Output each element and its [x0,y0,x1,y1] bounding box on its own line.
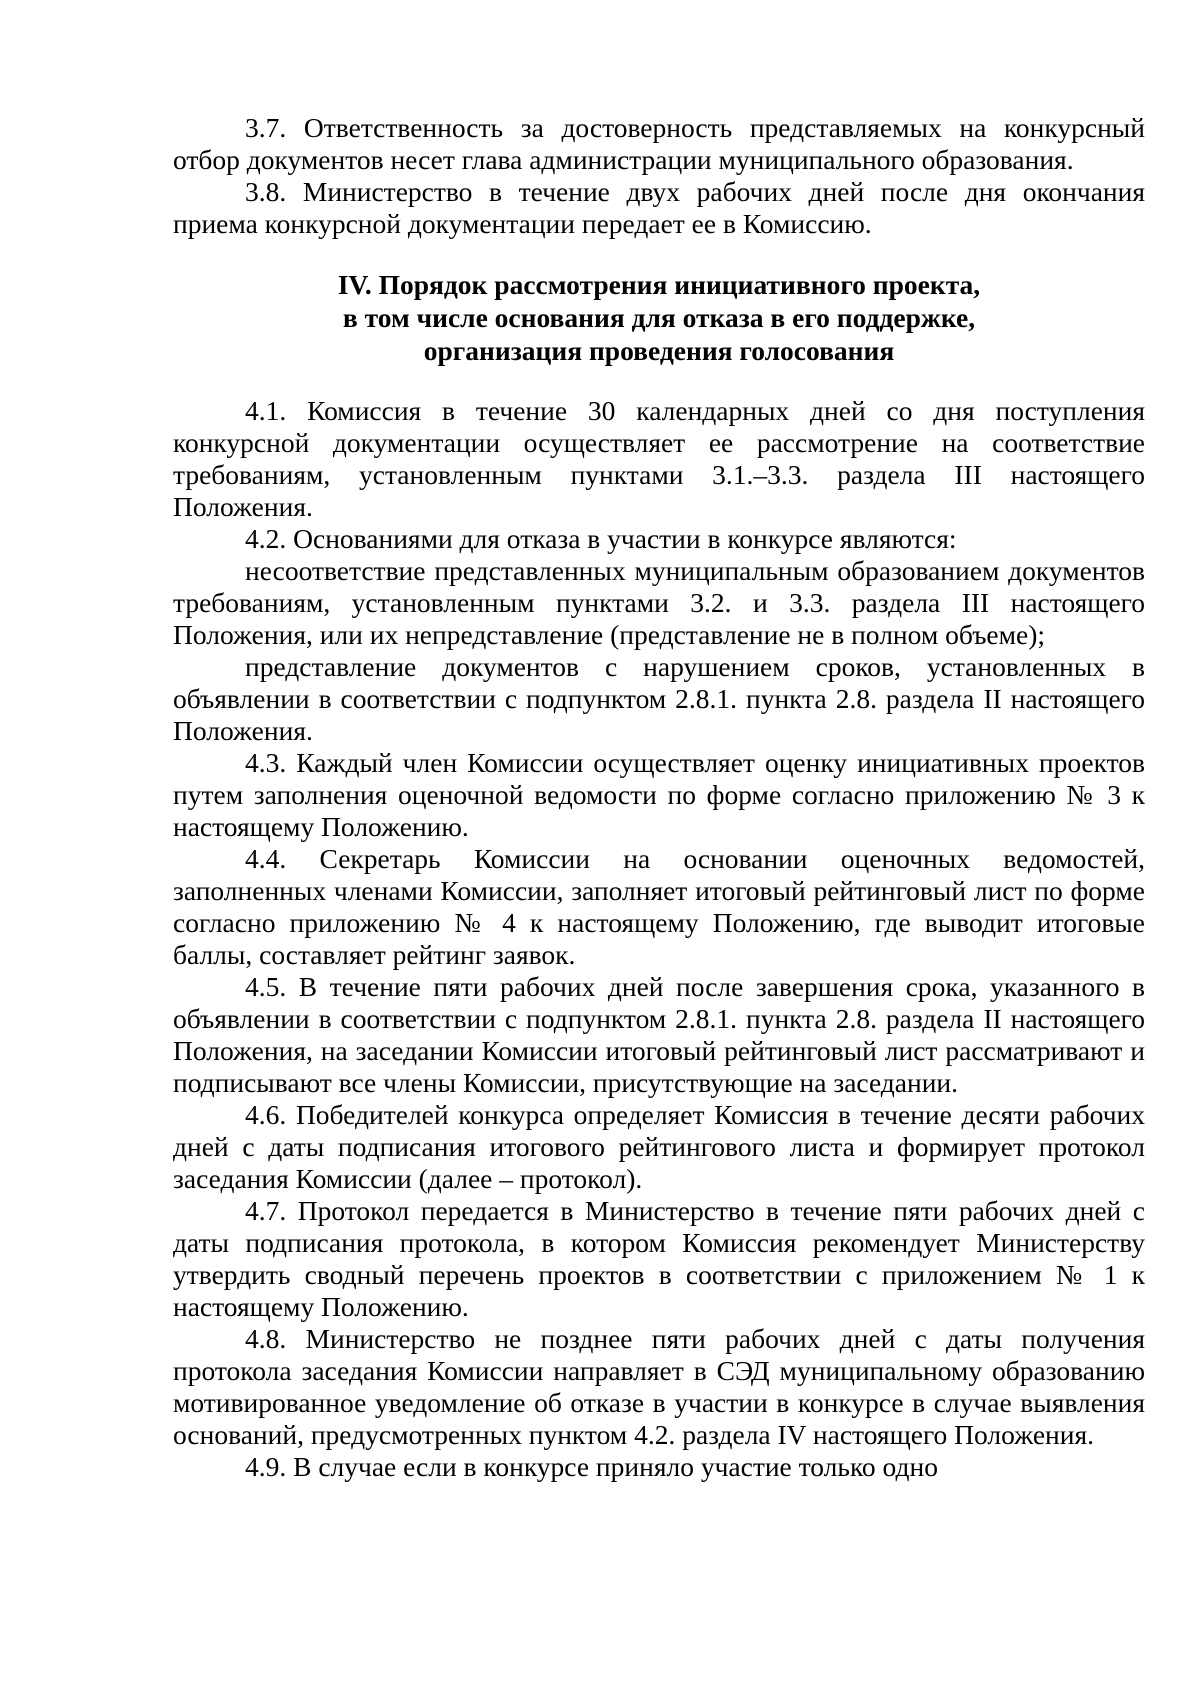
section-4-heading-line-2: в том числе основания для отказа в его поддержке, [342,302,976,333]
paragraph-4-4: 4.4. Секретарь Комиссии на основании оценочных ведомостей, заполненных членами Комиссии, заполняет итоговый рейтинговый лист по форме согласно приложению № 4 к настоящему Положению, где выводит итоговые баллы, составляет рейтинг заявок. [173,843,1145,970]
paragraph-3-8: 3.8. Министерство в течение двух рабочих дней после дня окончания приема конкурсной документации передает ее в Комиссию. [173,176,1145,239]
paragraph-4-2: 4.2. Основаниями для отказа в участии в конкурсе являются: [245,523,957,554]
section-4-heading-line-1: IV. Порядок рассмотрения инициативного проекта, [337,269,981,300]
paragraph-4-5: 4.5. В течение пяти рабочих дней после завершения срока, указанного в объявлении в соответствии с подпунктом 2.8.1. пункта 2.8. раздела II настоящего Положения, на заседании Комиссии итоговый рейтинговый лист рассматривают и подписывают все члены Комиссии, присутствующие на заседании. [173,971,1145,1098]
paragraph-4-6: 4.6. Победителей конкурса определяет Комиссия в течение десяти рабочих дней с даты подписания итогового рейтингового листа и формирует протокол заседания Комиссии (далее – протокол). [173,1099,1145,1194]
paragraph-4-2-item-1: несоответствие представленных муниципальным образованием документов требованиям, установленным пунктами 3.2. и 3.3. раздела III настоящего Положения, или их непредставление (представление не в полном объеме); [173,555,1145,650]
paragraph-4-2-item-2: представление документов с нарушением сроков, установленных в объявлении в соответствии с подпунктом 2.8.1. пункта 2.8. раздела II настоящего Положения. [173,651,1145,746]
paragraph-3-7: 3.7. Ответственность за достоверность представляемых на конкурсный отбор документов несет глава администрации муниципального образования. [173,112,1145,175]
paragraph-4-8: 4.8. Министерство не позднее пяти рабочих дней с даты получения протокола заседания Комиссии направляет в СЭД муниципальному образованию мотивированное уведомление об отказе в участии в конкурсе в случае выявления оснований, предусмотренных пунктом 4.2. раздела IV настоящего Положения. [173,1323,1145,1450]
paragraph-4-1: 4.1. Комиссия в течение 30 календарных дней со дня поступления конкурсной документации осуществляет ее рассмотрение на соответствие требованиям, установленным пунктами 3.1.–3.3. раздела III настоящего Положения. [173,395,1145,522]
paragraph-4-3: 4.3. Каждый член Комиссии осуществляет оценку инициативных проектов путем заполнения оценочной ведомости по форме согласно приложению № 3 к настоящему Положению. [173,747,1145,842]
paragraph-4-7: 4.7. Протокол передается в Министерство в течение пяти рабочих дней с даты подписания протокола, в котором Комиссия рекомендует Министерству утвердить сводный перечень проектов в соответствии с приложением № 1 к настоящему Положению. [173,1195,1145,1322]
section-4-heading [173,268,1145,367]
paragraph-4-9: 4.9. В случае если в конкурсе приняло участие только одно [245,1451,938,1482]
section-4-heading-line-3: организация проведения голосования [423,335,895,366]
document-page [173,112,1145,1483]
